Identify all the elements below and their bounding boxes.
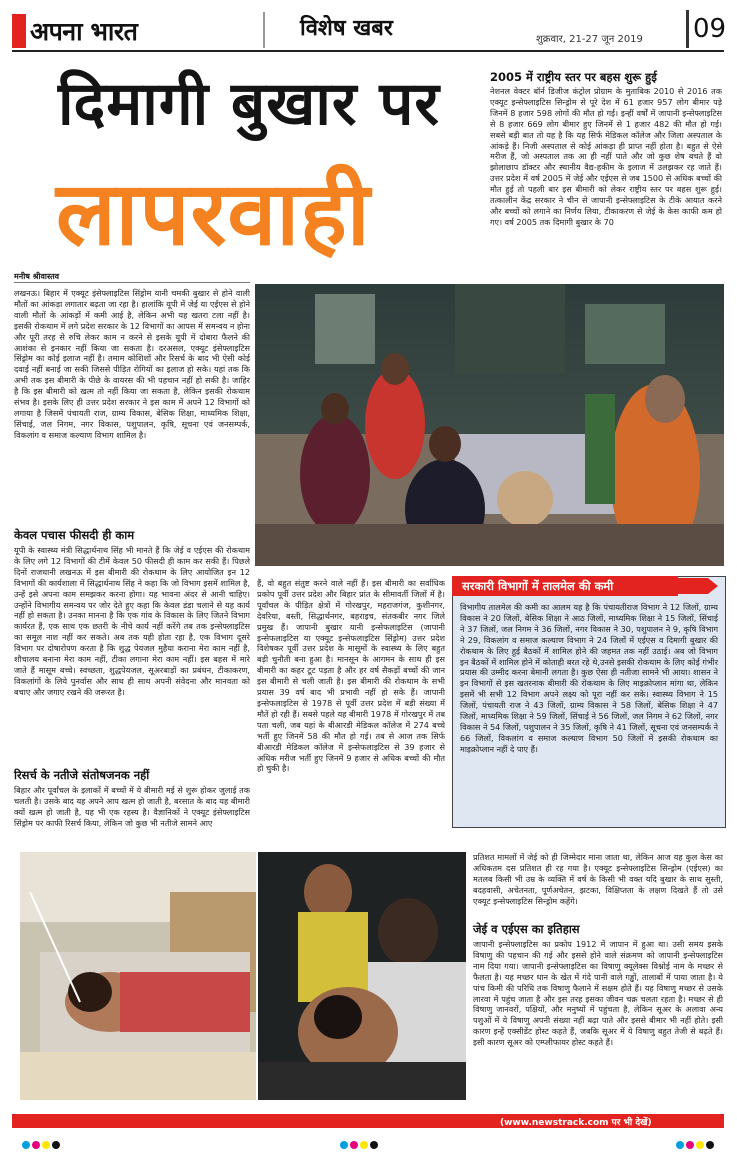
masthead-rule <box>12 50 724 52</box>
headline-line-1: दिमागी बुखार पर <box>58 69 440 139</box>
cyan-dot <box>22 1141 30 1149</box>
cyan-dot <box>676 1141 684 1149</box>
middle-column-body: हैं, वो बहुत संतुष्ट करने वाले नहीं हैं। इस बीमारी का सर्वाधिक प्रकोप पूर्वी उत्तर प्रदेश और बिहार प्रांत के सीमावर्ती जिलों में है। पूर्वांचल के पीड़ित क्षेत्रों में गोरखपुर, महराजगंज, कुशीनगर, देवरिया, बस्ती, सिद्धार्थनगर, बहराइच, संतकबीर नगर जिले प्रमुख हैं। जापानी बुखार यानी इन्सेफलाइटिस (जापानी इन्सेफलाइटिस या एक्यूट इन्सेफलाइटिस सिंड्रोम) उत्तर प्रदेश विशेषकर पूर्वी उत्तर प्रदेश के मासूमों के स्वास्थ्य के लिए बहुत बड़ी चुनौती बना हुआ है। मानसून के आगमन के साथ ही इस बीमारी का कहर टूट पड़ता है और हर वर्ष सैकड़ों बच्चों की जान इस बीमारी से चली जाती है। इस बीमारी की रोकथाम के सभी प्रयास 39 वर्ष बाद भी प्रभावी नहीं हो सके हैं। जापानी इन्सेफलाइटिस से 1978 से पूर्वी उत्तर प्रदेश में बड़ी संख्या में मौतें हो रही हैं। सबसे पहले यह बीमारी 1978 में गोरखपुर में तब पता चली, जब यहां के बीआरडी मेडिकल कॉलेज में 274 बच्चे भर्ती हुए जिनमें 58 की मौत हो गई। तब से आज तक सिर्फ बीआरडी मेडिकल कॉलेज में इन्सेफलाइटिस से 39 हजार से अधिक मरीज भर्ती हुए जिनमें 9 हजार से अधिक बच्चों की मौत हो चुकी है। <box>257 578 445 774</box>
top-right-body: नेशनल वेक्टर बॉर्न डिजीज कंट्रोल प्रोग्राम के मुताबिक 2010 से 2016 तक एक्यूट इन्सेफ्लाइटिस सिन्ड्रोम से पूरे देश में 61 हजार 957 लोग बीमार पड़े जिनमें 8 हजार 598 लोगों की मौत हो गई। इन्हीं वर्षों में जापानी इन्सेफ्लाइटिस से 8 हजार 669 लोग बीमार हुए जिनमें से 1 हजार 482 की मौत हो गई। सबसे बड़ी बात तो यह है कि यह सिर्फ मेडिकल कॉलेज और जिला अस्पताल के आंकड़े हैं। निजी अस्पताल से कोई आंकड़ा ही प्राप्त नहीं होता है। बहुत से ऐसे मरीज हैं, जो अस्पताल तक आ ही नहीं पाते और जो कुछ शेष बचते हैं वो झोलाछाप डॉक्टर और स्थानीय वैद्य-हकीम के इलाज में उलझकर रह जाते हैं। उत्तर प्रदेश में वर्ष 2005 में जेई और एईएस से जब 1500 से अधिक बच्चों की मौत हुई तो पहली बार इस बीमारी को लेकर राष्ट्रीय स्तर पर बहस शुरू हुई। तत्कालीन केंद्र सरकार ने चीन से जापानी इन्सेफ्लाइटिस के टीके आयात करने और बच्चों को लगाने का निर्णय लिया, टीकाकरण से जेई के केस काफी कम हो गए। वर्ष 2005 तक दिमागी बुखार के 70 <box>490 86 722 227</box>
page-number-divider <box>686 10 689 48</box>
left-subhead-2: रिसर्च के नतीजे संतोषजनक नहीं <box>14 768 150 782</box>
top-right-subhead: 2005 में राष्ट्रीय स्तर पर बहस शुरू हुई <box>490 70 657 84</box>
yellow-dot <box>42 1141 50 1149</box>
headline-line-2: लापरवाही <box>56 162 371 265</box>
yellow-dot <box>696 1141 704 1149</box>
hospital-ward-photo <box>255 284 724 566</box>
brand-name: अपना भारत <box>30 17 138 46</box>
cyan-dot <box>340 1141 348 1149</box>
black-dot <box>706 1141 714 1149</box>
left-intro-text: लखनऊ। बिहार में एक्यूट इंसेफ्लाइटिस सिंड्रोम यानी चमकी बुखार से होने वाली मौतों का आंकड़ा लगातार बढ़ता जा रहा है। हालांकि यूपी में जेई या एईएस से होने वाली मौतों के आंकड़ों में कमी आई है, लेकिन अभी यह खतरा टला नहीं है। इसकी रोकथाम में लगे प्रदेश सरकार के 12 विभागों का आपस में समन्वय न होना और पूरी तरह से रुचि लेकर काम न करने से इसके यूपी में दोबारा फैलने की आशंका से इनकार नहीं किया जा सकता है। दरअसल, एक्यूट इंसेफ्लाइटिस सिंड्रोम का कोई इलाज नहीं है। तमाम कोशिशों और रिसर्च के बाद भी ऐसी कोई दवाई नहीं बनाई जा सकी जिससे पीड़ित रोगियों का इलाज हो सके। यहां तक कि अभी तक इस बीमारी के पीछे के वायरस की भी पहचान नहीं हो सकी है। जाहिर है कि इस बीमारी को खत्म तो नहीं किया जा सकता है, लेकिन इसकी रोकथाम संभव है। इसके लिए ही उत्तर प्रदेश सरकार ने इस काम में अपने 12 विभागों को लगाया है जिसमें पंचायती राज, ग्राम्य विकास, बेसिक शिक्षा, माध्यमिक शिक्षा, सिंचाई, जल निगम, नगर विकास, पशुपालन, कृषि, सूचना एवं जनसम्पर्क, विकलांग व समाज कल्याण विभाग शामिल है। <box>14 288 250 440</box>
black-dot <box>52 1141 60 1149</box>
bottom-right-body: जापानी इन्सेफ्लाइटिस का प्रकोप 1912 में जापान में हुआ था। उसी समय इसके विषाणु की पहचान की गई और इससे होने वाले संक्रमण को जापानी इन्सेफ्लाइटिस नाम दिया गया। जापानी इन्सेफ्लाइटिस का विषाणु क्यूलेक्स विश्नोई नाम के मच्छर से फैलता है। यह मच्छर धान के खेत में गंदे पानी वाले गड्ढों, तालाबों में पाया जाता है। ये पांच किमी की परिधि तक विषाणु फैलाने में सक्षम होते हैं। यह विषाणु मच्छर से उसके लारवा में पहुंच जाता है और इस तरह इसका जीवन चक्र चलता रहता है। मच्छर से ही विषाणु जानवरों, पक्षियों, और मनुष्यों में पहुंचता है, लेकिन सूअर के अलावा अन्य पशुओं में ये विषाणु अपनी संख्या नहीं बढ़ा पाते और इससे बीमार भी नहीं होते। इसी कारण इन्हें एक्सीडेंट होस्ट कहते हैं, जबकि सूअर में ये विषाणु बहुत तेजी से बढ़ते हैं। इसी कारण सूअर को एम्प्लीफायर होस्ट कहते हैं। <box>473 939 723 1048</box>
magenta-dot <box>686 1141 694 1149</box>
left-subhead-1: केवल पचास फीसदी ही काम <box>14 528 135 542</box>
footer-url: (www.newstrack.com पर भी देखें) <box>500 1118 652 1128</box>
box-title-arrow-icon <box>678 578 718 594</box>
coordination-box-title: सरकारी विभागों में तालमेल की कमी <box>452 576 678 596</box>
page-number: 09 <box>693 14 727 44</box>
section-title: विशेष खबर <box>300 16 393 41</box>
issue-date: शुक्रवार, 21-27 जून 2019 <box>536 34 643 45</box>
author-byline: मनीष श्रीवास्तव <box>14 272 60 281</box>
masthead-divider <box>263 12 265 48</box>
magenta-dot <box>350 1141 358 1149</box>
left-body-1: यूपी के स्वास्थ्य मंत्री सिद्धार्थनाथ सिंह भी मानते हैं कि जेई व एईएस की रोकथाम के लिए लगे 12 विभागों की टीमें केवल 50 फीसदी ही काम कर सकी हैं। पिछले दिनों राजधानी लखनऊ में इस बीमारी की रोकथाम के लिए आयोजित इन 12 विभागों की कार्यशाला में सिद्धार्थनाथ सिंह ने कहा कि जो विभाग इसमें शामिल है, उन्हें इसे अपना काम समझकर करना होगा। यह भावना अंदर से आनी चाहिए। उन्होंने विभागीय समन्वय पर जोर देते हुए कहा कि केवल डंडा चलाने से यह कार्य नहीं हो सकता है। उनका मानना है कि एक गांव के विकास के लिए जितने विभाग कार्यरत हैं, एक साथ एक छतरी के नीचे कार्य नहीं करेंगे तब तक इन्सेफ्लाइटिस का समूल नाश नहीं कर सकते। अब तक यही होता रहा है, एक विभाग दूसरे विभाग पर दोषारोपण करता है कि शुद्ध पेयजल मुहैया कराना मेरा काम नहीं है, शौचालय बनाना मेरा काम नहीं, टीका लगाना मेरा काम नहीं। इस बहस में मारे जाते हैं मासूम बच्चे। स्वच्छता, शुद्धपेयजल, सूअरबाड़ों का प्रबंधन, टीकाकरण, विकलांगों के लिये पुनर्वास और साथ ही साथ अपनी संवेदना और मानवता को बचाए और जगाए रखने की जरूरत है। <box>14 545 250 697</box>
bottom-right-subhead: जेई व एईएस का इतिहास <box>473 922 580 936</box>
coordination-box-body: विभागीय तालमेल की कमी का आलम यह है कि पंचायतीराज विभाग ने 12 जिलों, ग्राम्य विकास ने 20 जिलों, बेसिक शिक्षा ने आठ जिलों, माध्यमिक शिक्षा ने 15 जिलों, सिंचाई ने 37 जिलों, जल निगम ने 36 जिलों, नगर विकास ने 30, पशुपालन ने 9, कृषि विभाग ने 29, विकलांग व समाज कल्याण विभाग ने 24 जिलों में एईएस व दिमागी बुखार की रोकथाम के लिए हुई बैठकों में शामिल होने की जहमत तक नहीं उठाई। अब जो विभाग इन बैठकों में शामिल होने में कोताही बरत रहे थे,उनसे इसकी रोकथाम के लिए कोई गंभीर प्रयास की उम्मीद करना बेमानी लगता है। कुछ ऐसा ही नतीजा सामने भी आया। शासन ने इन विभागों से इस खतरनाक बीमारी की रोकथाम के लिए माइक्रोप्लान मांगा था, लेकिन इसमें भी सभी 12 विभाग अपने लक्ष्य को पूरा नहीं कर सके। स्वास्थ्य विभाग ने 15 जिलों, पंचायती राज ने 43 जिलों, ग्राम्य विकास ने 58 जिलों, बेसिक शिक्षा ने 47 जिलों, माध्यमिक शिक्षा ने 59 जिलों, सिंचाई ने 56 जिलों, जल निगम ने 62 जिलों, नगर विकास ने 54 जिलों, पशुपालन ने 35 जिलों, कृषि ने 41 जिलों, सूचना एवं जनसम्पर्क ने 66 जिलों, विकलांग व समाज कल्याण विभाग 50 जिलों में इसकी रोकथाम का माइक्रोप्लान नहीं दे पाए हैं। <box>460 602 718 754</box>
author-rule <box>14 282 250 283</box>
yellow-dot <box>360 1141 368 1149</box>
child-patient-photo <box>20 852 256 1100</box>
bottom-right-intro: प्रतिशत मामलों में जेई को ही जिम्मेदार माना जाता था, लेकिन आज यह कुल केस का अधिकतम दस प्रतिशत ही रह गया है। एक्यूट इन्सेफ्लाइटिस सिन्ड्रोम (एईएस) का मतलब किसी भी उम्र के व्यक्ति में वर्ष के किसी भी वक्त यदि बुखार के साथ सुस्ती, बदहवासी, अचेतनता, पूर्णअचेतन, झटका, विक्षिप्तता के लक्षण दिखते हैं तो उसे एक्यूट इन्सेफ्लाइटिस सिन्ड्रोम कहेंगे। <box>473 852 723 906</box>
masthead-red-block <box>12 14 26 48</box>
mother-child-photo <box>258 852 466 1100</box>
black-dot <box>370 1141 378 1149</box>
magenta-dot <box>32 1141 40 1149</box>
left-body-2: बिहार और पूर्वांचल के इलाकों में बच्चों में ये बीमारी मई से शुरू होकर जुलाई तक चलती है। उसके बाद यह अपने आप खत्म हो जाती है, बरसात के बाद यह बीमारी क्यों खत्म हो जाती है, यह भी एक रहस्य है। वैज्ञानिकों ने एक्यूट इंसेफ्लाइटिस सिंड्रोम पर काफी रिसर्च किया, लेकिन जो कुछ भी नतीजे सामने आए <box>14 785 250 828</box>
